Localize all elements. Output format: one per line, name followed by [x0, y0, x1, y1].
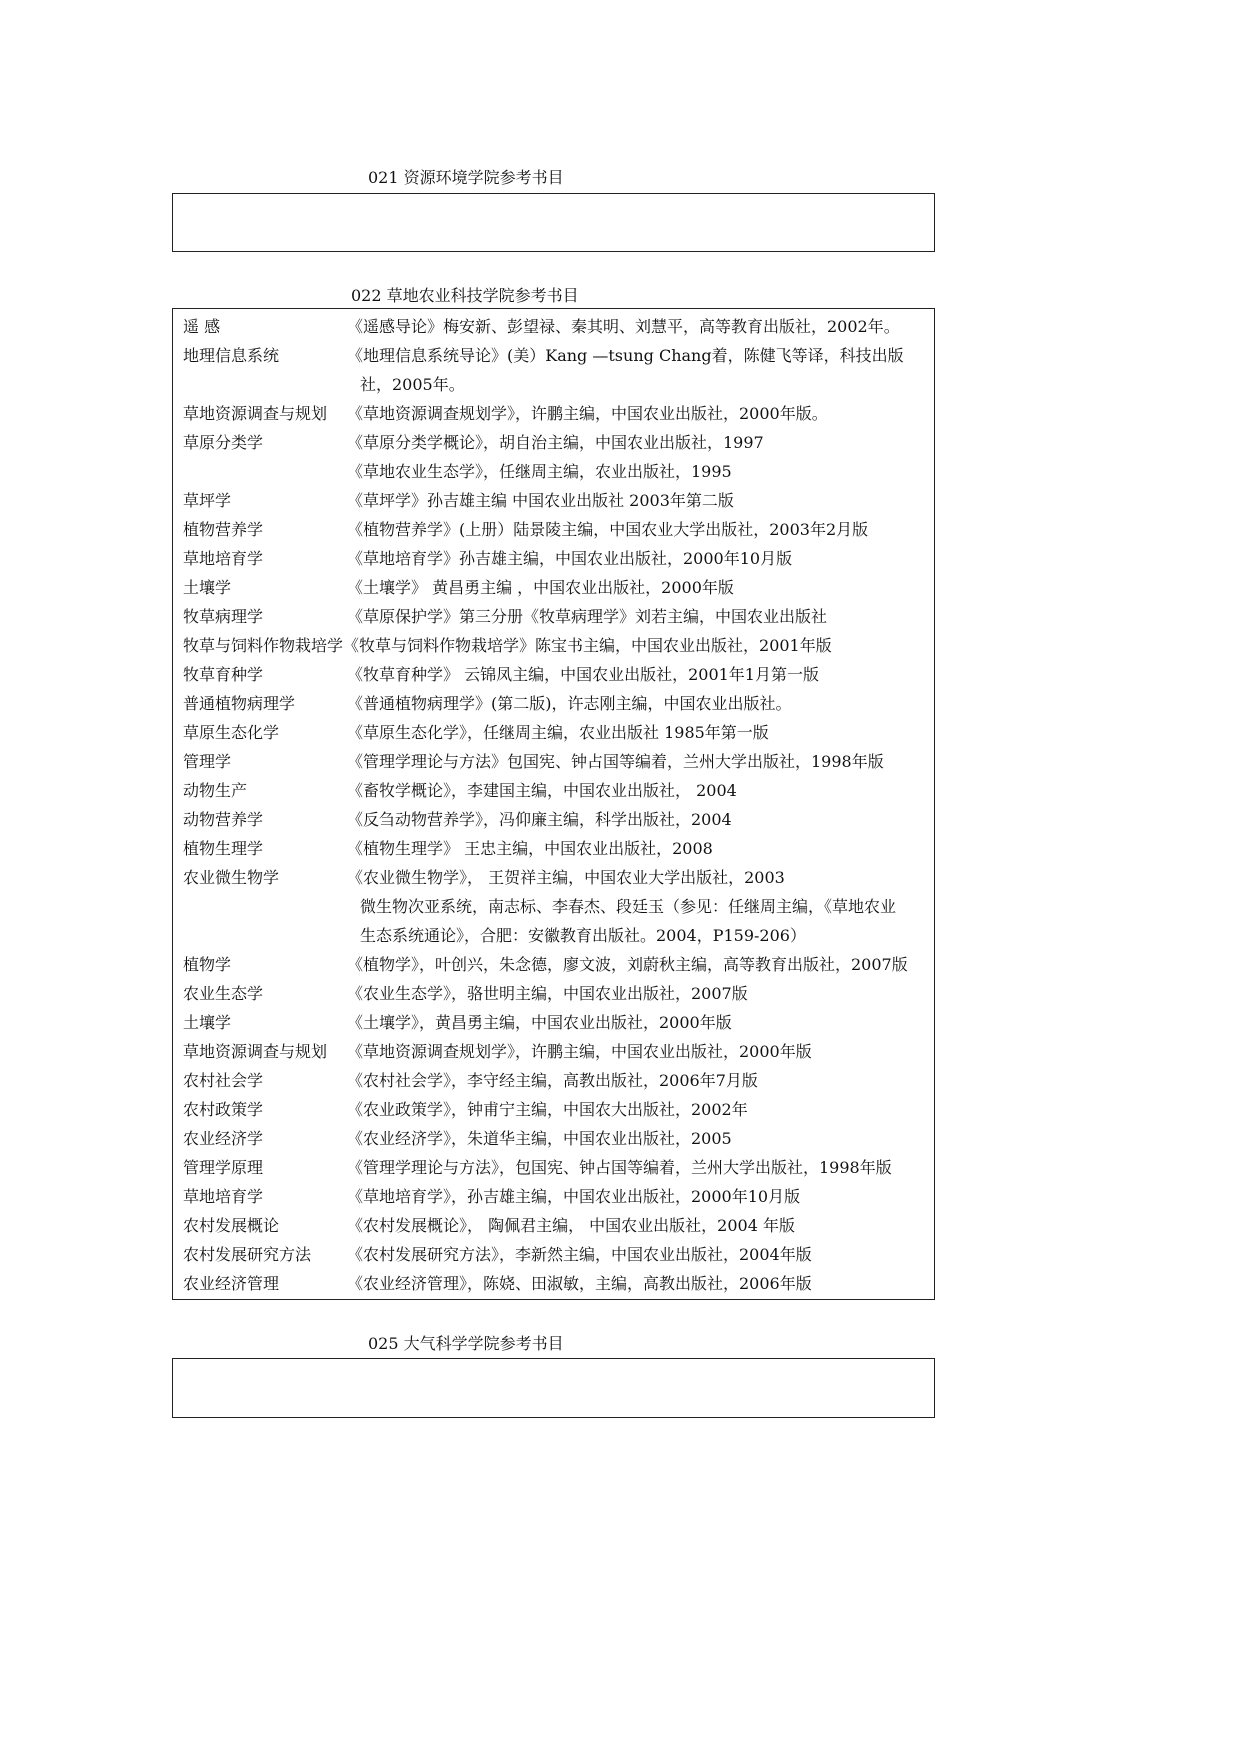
reference-book-cell: 《农村发展概论》， 陶佩君主编， 中国农业出版社，2004 年版 — [347, 1216, 795, 1235]
subject-cell: 农业微生物学 — [183, 868, 280, 887]
table-row — [173, 689, 934, 718]
reference-book-cell: 《农村社会学》，李守经主编，高教出版社，2006年7月版 — [347, 1071, 758, 1090]
table-row — [173, 979, 934, 1008]
table-row — [173, 631, 934, 660]
subject-cell: 土壤学 — [183, 578, 232, 597]
reference-book-cell: 《草原保护学》第三分册《牧草病理学》刘若主编，中国农业出版社 — [347, 607, 828, 626]
reference-book-cell: 《管理学理论与方法》包国宪、钟占国等编着，兰州大学出版社，1998年版 — [347, 752, 884, 771]
table-row — [173, 1153, 934, 1182]
table-row — [173, 399, 934, 428]
reference-book-cell: 《农村发展研究方法》，李新然主编，中国农业出版社，2004年版 — [347, 1245, 812, 1264]
booklist-table-025 — [172, 1358, 935, 1418]
reference-book-cell: 《土壤学》，黄昌勇主编，中国农业出版社，2000年版 — [347, 1013, 732, 1032]
reference-book-cell: 《农业微生物学》， 王贺祥主编，中国农业大学出版社，2003 — [347, 868, 785, 887]
reference-book-continuation: 生态系统通论》，合肥：安徽教育出版社。2004，P159-206） — [360, 926, 806, 945]
reference-book-cell: 《草地培育学》孙吉雄主编，中国农业出版社，2000年10月版 — [347, 549, 793, 568]
reference-book-cell: 《农业政策学》，钟甫宁主编，中国农大出版社，2002年 — [347, 1100, 748, 1119]
table-row — [173, 1124, 934, 1153]
table-row — [173, 1037, 934, 1066]
reference-book-cell: 《农业经济管理》，陈娆、田淑敏，主编，高教出版社，2006年版 — [347, 1274, 812, 1293]
subject-cell: 植物生理学 — [183, 839, 264, 858]
subject-cell: 植物营养学 — [183, 520, 264, 539]
subject-cell: 管理学原理 — [183, 1158, 264, 1177]
subject-cell: 普通植物病理学 — [183, 694, 296, 713]
reference-book-cell: 《管理学理论与方法》，包国宪、钟占国等编着，兰州大学出版社，1998年版 — [347, 1158, 892, 1177]
subject-cell: 草原生态化学 — [183, 723, 280, 742]
subject-cell: 草坪学 — [183, 491, 232, 510]
table-row — [173, 660, 934, 689]
booklist-table-022 — [172, 308, 935, 1300]
subject-cell: 动物生产 — [183, 781, 248, 800]
table-row — [173, 718, 934, 747]
table-row — [173, 1269, 934, 1298]
reference-book-cell: 《草地资源调查规划学》，许鹏主编，中国农业出版社，2000年版。 — [347, 404, 828, 423]
subject-cell: 管理学 — [183, 752, 232, 771]
reference-book-cell: 《牧草育种学》 云锦凤主编，中国农业出版社，2001年1月第一版 — [347, 665, 819, 684]
table-row — [173, 428, 934, 457]
table-row — [173, 312, 934, 341]
table-row — [173, 1095, 934, 1124]
subject-cell: 农村发展概论 — [183, 1216, 280, 1235]
reference-book-cell: 《草原分类学概论》，胡自治主编，中国农业出版社，1997 — [347, 433, 764, 452]
table-row — [173, 602, 934, 631]
reference-book-cell: 《草地培育学》，孙吉雄主编，中国农业出版社，2000年10月版 — [347, 1187, 801, 1206]
subject-cell: 牧草病理学 — [183, 607, 264, 626]
table-row — [173, 834, 934, 863]
reference-book-cell: 《植物生理学》 王忠主编，中国农业出版社，2008 — [347, 839, 713, 858]
table-row — [173, 863, 934, 892]
reference-book-cell: 《遥感导论》梅安新、彭望禄、秦其明、刘慧平，高等教育出版社，2002年。 — [347, 317, 900, 336]
subject-cell: 草地培育学 — [183, 1187, 264, 1206]
table-row — [173, 747, 934, 776]
subject-cell: 草原分类学 — [183, 433, 264, 452]
subject-cell: 农业经济管理 — [183, 1274, 280, 1293]
table-row — [173, 805, 934, 834]
table-row — [173, 776, 934, 805]
table-row — [173, 950, 934, 979]
subject-cell: 地理信息系统 — [183, 346, 280, 365]
table-row — [173, 1182, 934, 1211]
subject-cell: 农村政策学 — [183, 1100, 264, 1119]
table-row — [173, 457, 934, 486]
reference-book-cell: 《反刍动物营养学》，冯仰廉主编，科学出版社，2004 — [347, 810, 732, 829]
subject-cell: 土壤学 — [183, 1013, 232, 1032]
reference-book-cell: 《畜牧学概论》，李建国主编，中国农业出版社， 2004 — [347, 781, 737, 800]
reference-book-cell: 《草坪学》孙吉雄主编 中国农业出版社 2003年第二版 — [347, 491, 734, 510]
table-row-continuation — [173, 921, 934, 950]
reference-book-cell: 《农业生态学》，骆世明主编，中国农业出版社，2007版 — [347, 984, 748, 1003]
subject-cell: 牧草育种学 — [183, 665, 264, 684]
reference-book-cell: 《普通植物病理学》(第二版)，许志刚主编，中国农业出版社。 — [347, 694, 792, 713]
table-row-continuation — [173, 370, 934, 399]
subject-cell: 草地资源调查与规划 — [183, 1042, 328, 1061]
reference-book-continuation: 社，2005年。 — [360, 375, 465, 394]
reference-book-cell: 《植物学》，叶创兴，朱念德，廖文波，刘蔚秋主编，高等教育出版社，2007版 — [347, 955, 908, 974]
table-row — [173, 486, 934, 515]
subject-cell: 牧草与饲料作物栽培学 — [183, 636, 344, 655]
section-title-022: 022 草地农业科技学院参考书目 — [351, 286, 579, 305]
table-row — [173, 1008, 934, 1037]
reference-book-cell: 《草地资源调查规划学》，许鹏主编，中国农业出版社，2000年版 — [347, 1042, 812, 1061]
reference-book-cell: 《地理信息系统导论》(美）Kang —tsung Chang着，陈健飞等译，科技出版 — [347, 346, 904, 365]
reference-book-cell: 《草原生态化学》，任继周主编，农业出版社 1985年第一版 — [347, 723, 769, 742]
subject-cell: 草地培育学 — [183, 549, 264, 568]
reference-book-cell: 《农业经济学》，朱道华主编，中国农业出版社，2005 — [347, 1129, 732, 1148]
section-title-021: 021 资源环境学院参考书目 — [368, 168, 564, 187]
reference-book-cell: 《草地农业生态学》，任继周主编，农业出版社，1995 — [347, 462, 732, 481]
subject-cell: 植物学 — [183, 955, 232, 974]
reference-book-cell: 《植物营养学》(上册）陆景陵主编，中国农业大学出版社，2003年2月版 — [347, 520, 869, 539]
table-row — [173, 1240, 934, 1269]
table-row — [173, 1066, 934, 1095]
subject-cell: 动物营养学 — [183, 810, 264, 829]
subject-cell: 农业经济学 — [183, 1129, 264, 1148]
subject-cell: 农村发展研究方法 — [183, 1245, 312, 1264]
reference-book-cell: 《土壤学》 黄昌勇主编 ，中国农业出版社，2000年版 — [347, 578, 734, 597]
reference-book-cell: 《牧草与饲料作物栽培学》陈宝书主编，中国农业出版社，2001年版 — [343, 636, 832, 655]
table-row — [173, 515, 934, 544]
booklist-table-021 — [172, 193, 935, 252]
subject-cell: 农村社会学 — [183, 1071, 264, 1090]
subject-cell: 农业生态学 — [183, 984, 264, 1003]
reference-book-continuation: 微生物次亚系统，南志标、李春杰、段廷玉（参见：任继周主编，《草地农业 — [360, 897, 897, 916]
table-row — [173, 1211, 934, 1240]
table-row-continuation — [173, 892, 934, 921]
table-row — [173, 341, 934, 370]
table-row — [173, 573, 934, 602]
subject-cell: 遥 感 — [183, 317, 221, 336]
section-title-025: 025 大气科学学院参考书目 — [368, 1334, 564, 1353]
table-row — [173, 544, 934, 573]
subject-cell: 草地资源调查与规划 — [183, 404, 328, 423]
